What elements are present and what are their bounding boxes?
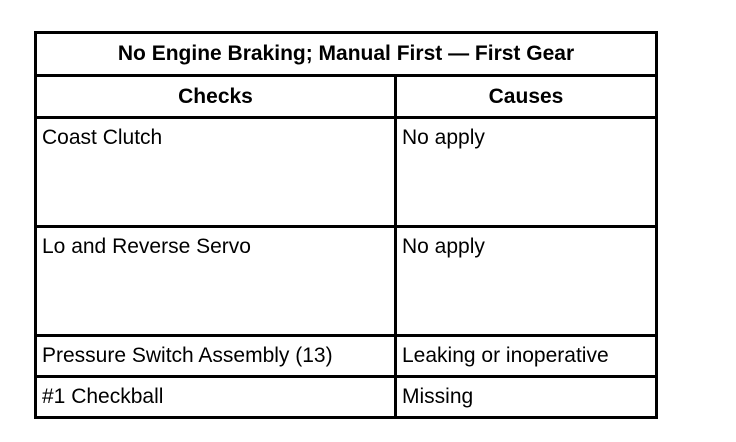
check-cell: Lo and Reverse Servo — [36, 227, 396, 336]
check-cell: Coast Clutch — [36, 118, 396, 227]
table-row — [36, 377, 657, 418]
table-title-row — [36, 33, 657, 76]
cause-cell: Leaking or inoperative — [396, 336, 657, 377]
check-cell: Pressure Switch Assembly (13) — [36, 336, 396, 377]
check-cell: #1 Checkball — [36, 377, 396, 418]
table-title: No Engine Braking; Manual First — First Gear — [36, 33, 657, 76]
column-header-causes: Causes — [396, 76, 657, 118]
cause-cell: No apply — [396, 118, 657, 227]
cause-cell: No apply — [396, 227, 657, 336]
cause-cell: Missing — [396, 377, 657, 418]
table-row — [36, 227, 657, 336]
table-row — [36, 336, 657, 377]
column-header-checks: Checks — [36, 76, 396, 118]
diagnosis-table — [34, 31, 658, 419]
table-header-row — [36, 76, 657, 118]
table-row — [36, 118, 657, 227]
